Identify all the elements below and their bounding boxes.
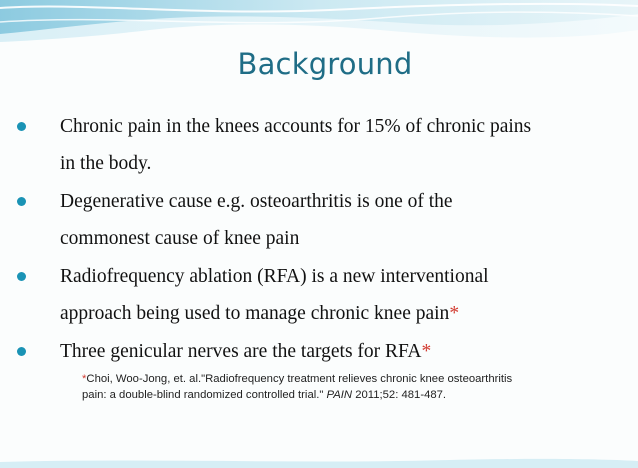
bullet-list <box>16 108 622 371</box>
bullet-item-4 <box>16 333 622 370</box>
bullet-item-1 <box>16 108 622 182</box>
bullet-1-line-2: in the body. <box>60 153 152 174</box>
reference-journal: PAIN <box>326 389 353 401</box>
bullet-dot-icon <box>17 272 26 281</box>
bullet-dot-icon <box>17 122 26 131</box>
slide-title-text: Background <box>237 47 413 81</box>
reference-text-b: pain: a double-blind randomized controlled trial." <box>82 389 327 401</box>
reference-marker: * <box>82 373 87 385</box>
bullet-3-line-2-wrap <box>60 295 622 332</box>
bullet-4-line-1-wrap <box>60 333 622 370</box>
bullet-dot-icon <box>17 347 26 356</box>
bullet-3-line-2: approach being used to manage chronic knee pain <box>60 303 450 324</box>
bullet-4-citation-marker: * <box>421 341 432 362</box>
slide-title <box>0 47 638 81</box>
reference-text-a: Choi, Woo-Jong, et. al."Radiofrequency treatment relieves chronic knee osteoarthritis <box>86 373 513 385</box>
bullet-4-line-1: Three genicular nerves are the targets for RFA <box>60 341 422 362</box>
bullet-2-line-2: commonest cause of knee pain <box>60 228 300 249</box>
bullet-1-line-1: Chronic pain in the knees accounts for 15% of chronic pains <box>60 116 532 137</box>
reference-footnote <box>82 371 602 403</box>
reference-text-c: 2011;52: 481-487. <box>352 389 447 401</box>
bullet-dot-icon <box>17 197 26 206</box>
bullet-2-line-1: Degenerative cause e.g. osteoarthritis is one of the <box>60 191 453 212</box>
bullet-item-3 <box>16 258 622 332</box>
bullet-3-line-1: Radiofrequency ablation (RFA) is a new interventional <box>60 266 489 287</box>
bullet-item-2 <box>16 183 622 257</box>
bullet-3-citation-marker: * <box>449 303 460 324</box>
bottom-wave-decoration <box>0 454 638 468</box>
